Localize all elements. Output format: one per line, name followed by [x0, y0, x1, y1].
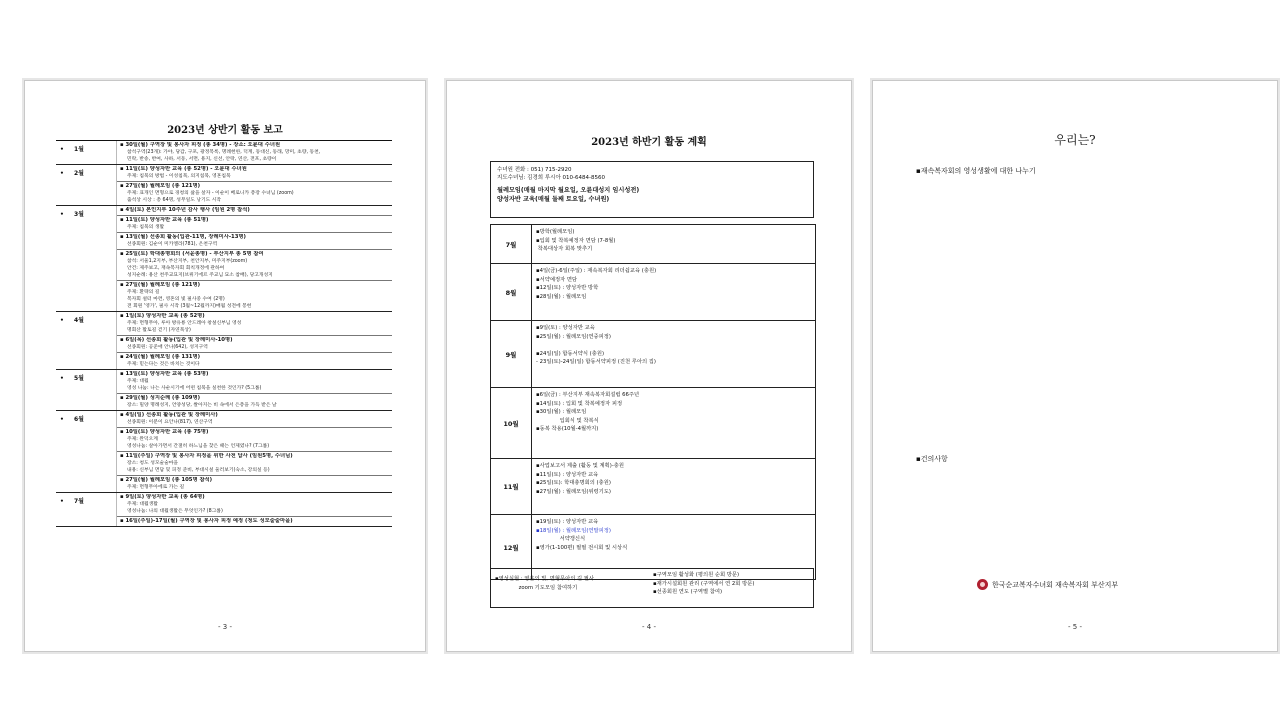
sharing-item: ▪재속복자회의 영성생활에 대한 나누기 [916, 167, 1036, 175]
plan-month-row [491, 225, 815, 264]
activity-heading: ▪ 13일(월) 선종회 활동(입관-11명, 장례미사-13명) [120, 234, 246, 240]
page-title: 우리는? [1054, 133, 1096, 147]
month-label-text: 2월 [74, 170, 84, 177]
plan-line: ▪19일(토) : 양성자반 교육 [536, 519, 599, 525]
plan-line: 서약갱신식 [536, 536, 586, 542]
month-row [56, 411, 392, 493]
activity-heading: ▪ 1일(토) 양성자반 교육 (총 52명) [120, 313, 205, 319]
plan-line: ▪서약예정자 면담 [536, 276, 578, 283]
plan-line: - 23일(토)-24일(일) 합동서약피정 (진천 루아의 집) [536, 359, 656, 365]
activity-detail: 주제: 침묵의 생활 [127, 225, 165, 230]
month-row [56, 312, 392, 370]
activity-entry [117, 182, 392, 205]
plan-line: ▪12일(토) : 양성자반 방학 [536, 285, 599, 291]
plan-month-body [532, 459, 815, 514]
month-entries [116, 493, 392, 526]
plan-line: ▪25일(토): 학대총명회의 (충원) [536, 480, 611, 486]
activity-heading: ▪ 27일(월) 월례모임 (총 105명 참석) [120, 477, 213, 483]
activity-entry [117, 394, 392, 410]
plan-line: ▪14일(토) : 입회 및 착복예정자 피정 [536, 400, 623, 407]
plan-line: 착복대상자 회복 맞추기 [536, 246, 593, 252]
activity-detail: 주제: 환략의 길 [127, 290, 160, 295]
plan-line: ▪30일(월) : 월례모임 [536, 409, 587, 415]
month-entries [116, 206, 392, 311]
activity-detail: 내용: 신부님 면담 및 피정 준비, 부대시설 둘러보기(숙소, 강의실 등) [127, 468, 270, 473]
activity-heading: ▪ 29일(월) 성지순례 (총 109명) [120, 395, 201, 401]
plan-line: ▪6일(금) : 부산지부 재속복자회설립 66주년 [536, 392, 640, 398]
plan-line: ▪영성실현 : 영혼의 빛, 면형무아의 길 필사 [495, 576, 595, 582]
activity-heading: ▪ 4일(토) 본인지부 10주년 감사 행사 (임원 2명 참석) [120, 207, 250, 213]
plan-line: ▪입회 및 착복예정자 면담 (7-8월) [536, 237, 616, 244]
page-number: - 5 - [1068, 623, 1082, 631]
month-label-text: 3월 [74, 211, 84, 218]
plan-line: ▪방학(월례모임) [536, 229, 575, 235]
plan-line: ▪사업보고서 제출 (활동 및 계획)-충원 [536, 463, 625, 469]
contact-info-box [490, 161, 814, 218]
activity-entry [117, 216, 392, 233]
plan-month-body [532, 264, 815, 320]
month-row [56, 206, 392, 312]
month-label [56, 141, 116, 164]
bullet-icon: • [60, 375, 64, 382]
month-label-text: 7월 [74, 498, 84, 505]
month-entries [116, 141, 392, 164]
month-row [56, 165, 392, 206]
plan-month-row [491, 388, 815, 459]
plan-month-label: 11월 [491, 459, 532, 514]
month-label [56, 206, 116, 311]
activity-entry [117, 206, 392, 216]
plan-line: ▪27일(월) : 월례모임(위령기도) [536, 488, 611, 495]
plan-line: ▪11일(토) : 양성자반 교육 [536, 471, 599, 478]
activity-entry [117, 411, 392, 428]
bullet-icon: • [60, 170, 64, 177]
activity-heading: ▪ 13일(토) 양성자반 교육 (총 53명) [120, 371, 209, 377]
suggestion-item: ▪건의사항 [916, 455, 948, 463]
activity-detail: 민락, 반송, 반여, 사하, 서동, 서면, 용지, 신선, 안락, 연산, 전포, 초량이 [127, 157, 277, 162]
page-title: 2023년 하반기 활동 계획 [591, 137, 707, 148]
activity-heading: ▪ 11일(토) 양성자반 교육 (총 52명) - 오륜대 수녀원 [120, 166, 247, 172]
plan-month-body [532, 225, 815, 263]
plan-month-row [491, 459, 815, 515]
plan-line: ▪18일(월) : 월례모임(연말피정) [536, 527, 611, 534]
activity-heading: ▪ 24일(월) 월례모임 (총 131명) [120, 354, 201, 360]
activity-heading: ▪ 27일(월) 월례모임 (총 121명) [120, 282, 201, 288]
activity-detail: 영성 나눔: 나는 사순시기에 어떤 침묵을 실천한 것인가? (5그룹) [127, 386, 262, 391]
plan-line: ▪선종회원 연도 (구역별 참여) [653, 589, 723, 595]
page-number: - 4 - [642, 623, 656, 631]
plan-line: ▪4일(금)-6일(주일) : 재속복자회 리더쉽교육 (충원) [536, 268, 657, 274]
bottom-plan-box [490, 568, 814, 608]
activity-heading: ▪ 11일(토) 양성자반 교육 (총 51명) [120, 217, 209, 223]
activity-entry [117, 141, 392, 164]
bottom-right-column [653, 571, 754, 597]
month-entries [116, 165, 392, 205]
bullet-icon: • [60, 211, 64, 218]
activity-detail: 선종회원: 이분이 요안나(817), 연산구역 [127, 420, 213, 425]
plan-month-body [532, 388, 815, 458]
activity-entry [117, 370, 392, 394]
plan-month-label: 8월 [491, 264, 532, 320]
activity-detail: 복자회 설터 마련, 영혼의 빛 필사중 수여 (2명) [127, 297, 225, 302]
plan-line: ▪28일(월) : 월례모임 [536, 293, 587, 300]
month-entries [116, 411, 392, 492]
activity-heading: ▪ 10일(토) 양성자반 교육 (총 75명) [120, 429, 209, 435]
activity-detail: 선종회원: 김순이 미카엘라(781), 온천구역 [127, 242, 218, 247]
month-row [56, 493, 392, 527]
month-label [56, 312, 116, 369]
activity-detail: 주제: 표개인 면형으로 경청의 삶을 살자 - 이순이 베로니카 총장 수녀님 (zoom) [127, 191, 294, 196]
month-label [56, 493, 116, 526]
month-label-text: 4월 [74, 317, 84, 324]
page-number: - 3 - [218, 623, 232, 631]
activity-entry [117, 353, 392, 369]
plan-month-label: 12월 [491, 515, 532, 579]
plan-line: zoom 기도모임 참여하기 [495, 584, 578, 591]
activity-detail: 성지순례: 용산 천주교묘지(브뤼기에르 주교님 묘소 참배), 당고개성지 [127, 273, 273, 278]
activity-heading: ▪ 11일(주일) 구역장 및 봉사자 피정을 위한 사전 답사 (임원5명, 수녀님) [120, 453, 293, 459]
activity-heading: ▪ 6일(목) 선종회 활동(입관 및 장례미사-10명) [120, 337, 233, 343]
plan-line: ▪9일(토) : 양성자반 교육 [536, 325, 595, 331]
bullet-icon: • [60, 416, 64, 423]
month-label [56, 165, 116, 205]
bullet-icon: • [60, 498, 64, 505]
activity-heading: ▪ 9일(토) 양성자반 교육 (총 64명) [120, 494, 205, 500]
activity-detail: 영성나눔: 나의 대월생활은 무엇인가? (8그룹) [127, 509, 223, 514]
activity-entry [117, 165, 392, 182]
seal-logo-icon [977, 579, 988, 590]
activity-entry [117, 336, 392, 353]
activity-detail: 명회산 활토길 걷기 (자연묵상) [127, 328, 191, 333]
activity-detail: 주제: 대월 [127, 379, 149, 384]
plan-month-label: 10월 [491, 388, 532, 458]
document-page-5 [872, 80, 1278, 652]
activity-detail: 주제: 면형무아, 루아 방유룡 안드레아 창설신부님 영성 [127, 321, 242, 326]
plan-line: ▪재가시설회원 관리 (구역에서 연 2회 방문) [653, 580, 755, 587]
month-label [56, 370, 116, 410]
plan-line: 입회식 및 착복식 [536, 417, 599, 424]
activity-entry [117, 312, 392, 336]
document-page-3 [24, 80, 426, 652]
activity-heading: ▪ 4일(일) 선종회 활동(입관 및 장례미사) [120, 412, 218, 418]
plan-line: ▪동복 착용(10월-4월까지) [536, 426, 599, 432]
activity-detail: 주제: 완덕오계 [127, 437, 158, 442]
activity-entry [117, 250, 392, 281]
plan-month-label: 7월 [491, 225, 532, 263]
plan-line: ▪24일(일) 합동서약식 (충원) [536, 350, 605, 357]
bottom-left-column [495, 575, 594, 592]
activity-detail: 참석: 서울1,2지부, 부산지부, 천안지부, 미주지부(zoom) [127, 259, 248, 264]
plan-line: ▪25일(월) : 월례모임(연중피정) [536, 333, 611, 340]
activity-detail: 안건: 제주보고, 재속복자회 회칙개정에 관하여 [127, 266, 225, 271]
activity-heading: ▪ 27일(월) 월례모임 (총 121명) [120, 183, 201, 189]
activity-detail: 참석구역(23개): 가야, 당감, 구포, 광정복록, 명례헌한, 덕계, 동대신, 동래, 망미, 초량, 동천, [127, 150, 321, 155]
month-row [56, 370, 392, 411]
highlight-line: 양성자반 교육(매월 둘째 토요일, 수녀원) [497, 196, 610, 203]
page-title: 2023년 상반기 활동 보고 [167, 125, 283, 136]
contact-line: 수녀원 전화 : 051) 715-2920 [497, 167, 572, 173]
activity-entry [117, 281, 392, 311]
activity-entry [117, 493, 392, 517]
month-label-text: 6월 [74, 416, 84, 423]
activity-detail: 주제: 면형무아에로 가는 길 [127, 485, 185, 490]
month-entries [116, 312, 392, 369]
month-label [56, 411, 116, 492]
plan-month-body [532, 321, 815, 387]
plan-month-row [491, 264, 815, 321]
activity-detail: 전 회원 '영가', 필사 시작 (3월~12월까지)매월 성전에 봉헌 [127, 304, 252, 309]
activity-entry [117, 517, 392, 526]
plan-line [536, 341, 811, 350]
bullet-icon: • [60, 146, 64, 153]
activity-entry [117, 476, 392, 492]
plan-month-label: 9월 [491, 321, 532, 387]
month-row [56, 141, 392, 165]
document-page-4 [446, 80, 852, 652]
plan-line: ▪구역모임 활성화 (평의원 순회 방문) [653, 572, 740, 578]
first-half-report-table [56, 140, 392, 527]
month-label-text: 1월 [74, 146, 84, 153]
activity-detail: 주제: 침묵의 방법 - 이성침묵, 의지침묵, 영혼침묵 [127, 174, 231, 179]
highlight-line: 월례모임(매월 마지막 월요일, 오륜대성지 임시성전) [497, 187, 640, 194]
activity-detail: 장소: 밀양 명례성지, 언양성당, 쌀아지는 비 속에서 은총을 가득 받은 날 [127, 403, 277, 408]
activity-detail: 영성나눔: 살아가면서 간절히 하느님을 찾은 때는 언제였나? (7그룹) [127, 444, 270, 449]
activity-heading: ▪ 16일(주일)-17일(월) 구역장 및 봉사자 피정 예정 (청도 성모술술마을) [120, 518, 293, 524]
activity-entry [117, 452, 392, 476]
bullet-icon: • [60, 317, 64, 324]
activity-heading: ▪ 30일(월) 구역장 및 봉사자 피정 (총 34명) - 장소: 오륜대 수녀원 [120, 142, 281, 148]
activity-entry [117, 233, 392, 250]
month-entries [116, 370, 392, 410]
plan-month-row [491, 321, 815, 388]
second-half-plan-table [490, 224, 816, 580]
month-label-text: 5월 [74, 375, 84, 382]
activity-detail: 장소: 청도 성모술술마을 [127, 461, 179, 466]
activity-entry [117, 428, 392, 452]
activity-detail: 주제: 대월생활 [127, 502, 158, 507]
activity-heading: ▪ 25일(토) 학대총명회의 (서윤총명) - 부산지부 총 5명 참여 [120, 251, 264, 257]
activity-detail: 주제: 믿는다는 것은 바치는 것이다 [127, 362, 200, 367]
organization-footer [977, 579, 1118, 590]
activity-detail: 출석상 시상 : 총 64명, 성무일도 낭기도 시작 [127, 198, 222, 203]
contact-line: 지도수녀님: 김경희 루시아 010-6484-8560 [497, 175, 606, 181]
plan-line: ▪영가(1-100편) 필필 전시회 및 시상식 [536, 544, 628, 551]
organization-name: 한국순교복자수녀회 재속복자회 부산지부 [992, 580, 1119, 589]
activity-detail: 선종회원: 공준애 안나(642), 성지구역 [127, 345, 208, 350]
